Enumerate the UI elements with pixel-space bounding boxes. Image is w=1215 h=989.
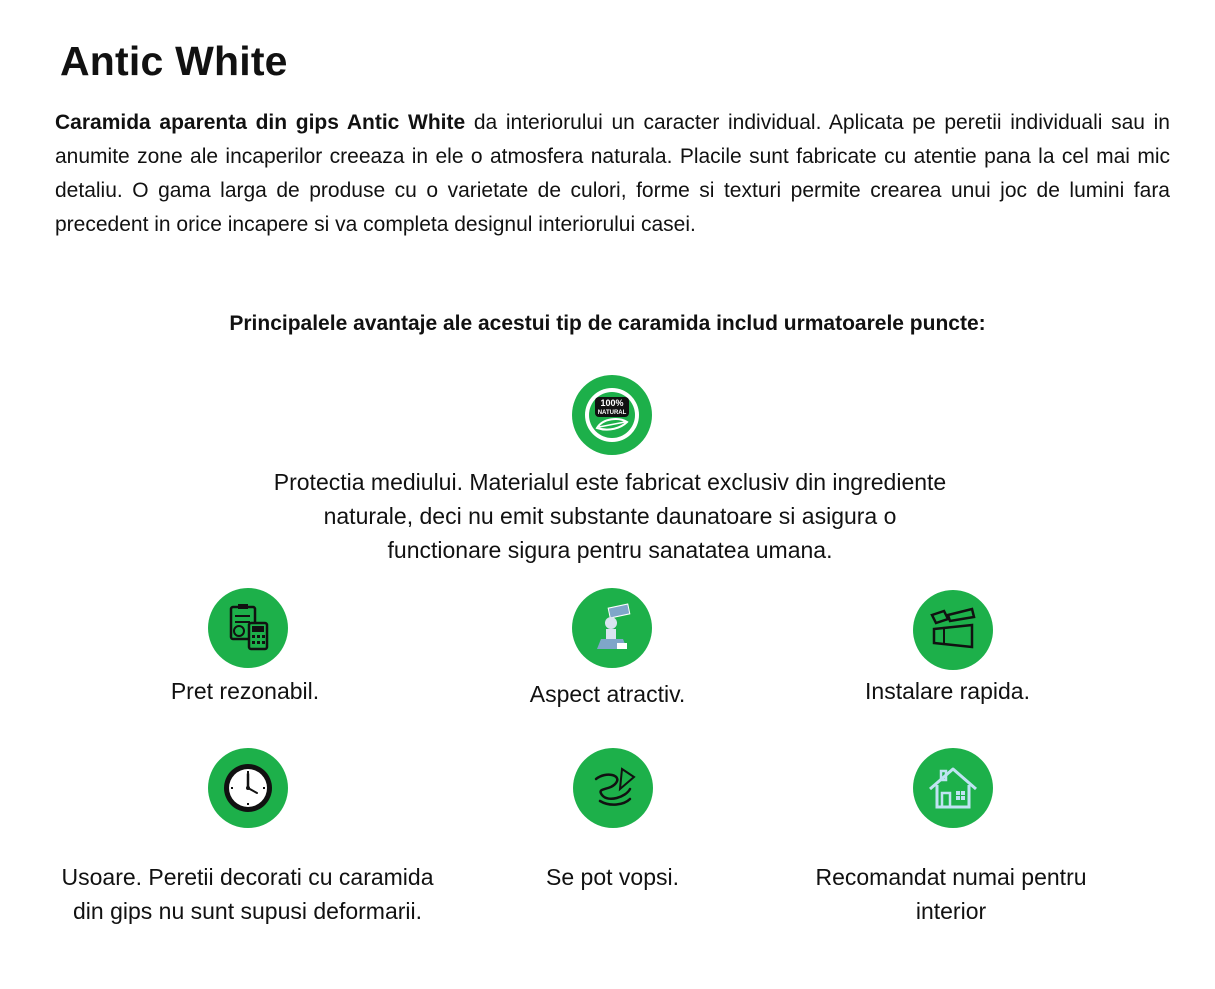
calculator-graphic (217, 597, 279, 659)
intro-bold-text: Caramida aparenta din gips Antic White (55, 111, 466, 134)
house-graphic (922, 757, 984, 819)
natural-leaf-graphic (581, 384, 643, 446)
intro-paragraph (55, 106, 1170, 242)
feature-light-text: Usoare. Peretii decorati cu caramida din gips nu sunt supusi deformarii. (61, 864, 434, 924)
feature-paint-text: Se pot vopsi. (546, 864, 679, 890)
paint-swirl-icon (573, 748, 653, 828)
calculator-clipboard-icon (208, 588, 288, 668)
intro-text: da interiorului un caracter individual. Aplicata pe peretii individuali sau in anumite zone ale incaperilor creeaza in ele o atmosfera naturala. Placile sunt fabricate cu atentie pana la cel mai mic detaliu. O gama larga de produse cu o varietate de culori, forme si texturi permite crearea unui joc de lumini fara precedent in orice incapere si va completa designul interiorului casei. (55, 111, 1170, 236)
badge-percent-text: 100% (600, 398, 624, 408)
feature-interior-text: Recomandat numai pentru interior (815, 864, 1087, 924)
clock-icon (208, 748, 288, 828)
badge-natural-text: NATURAL (597, 410, 627, 416)
page-title: Antic White (60, 38, 288, 84)
paint-swirl-graphic (582, 757, 644, 819)
feature-natural-text: Protectia mediului. Materialul este fabricat exclusiv din ingrediente naturale, deci nu emit substante daunatoare si asigura o functionare sigura pentru sanatatea umana. (273, 469, 947, 563)
feature-install-text: Instalare rapida. (865, 678, 1030, 704)
advantages-heading: Principalele avantaje ale acestui tip de caramida includ urmatoarele puncte: (229, 312, 986, 335)
clock-graphic (217, 757, 279, 819)
house-icon (913, 748, 993, 828)
trowel-tools-icon (913, 590, 993, 670)
feature-aspect-text: Aspect atractiv. (529, 681, 686, 707)
natural-leaf-icon (572, 375, 652, 455)
feature-price-text: Pret rezonabil. (170, 678, 320, 704)
design-figure-graphic (581, 597, 643, 659)
design-figure-icon (572, 588, 652, 668)
trowel-graphic (922, 599, 984, 661)
